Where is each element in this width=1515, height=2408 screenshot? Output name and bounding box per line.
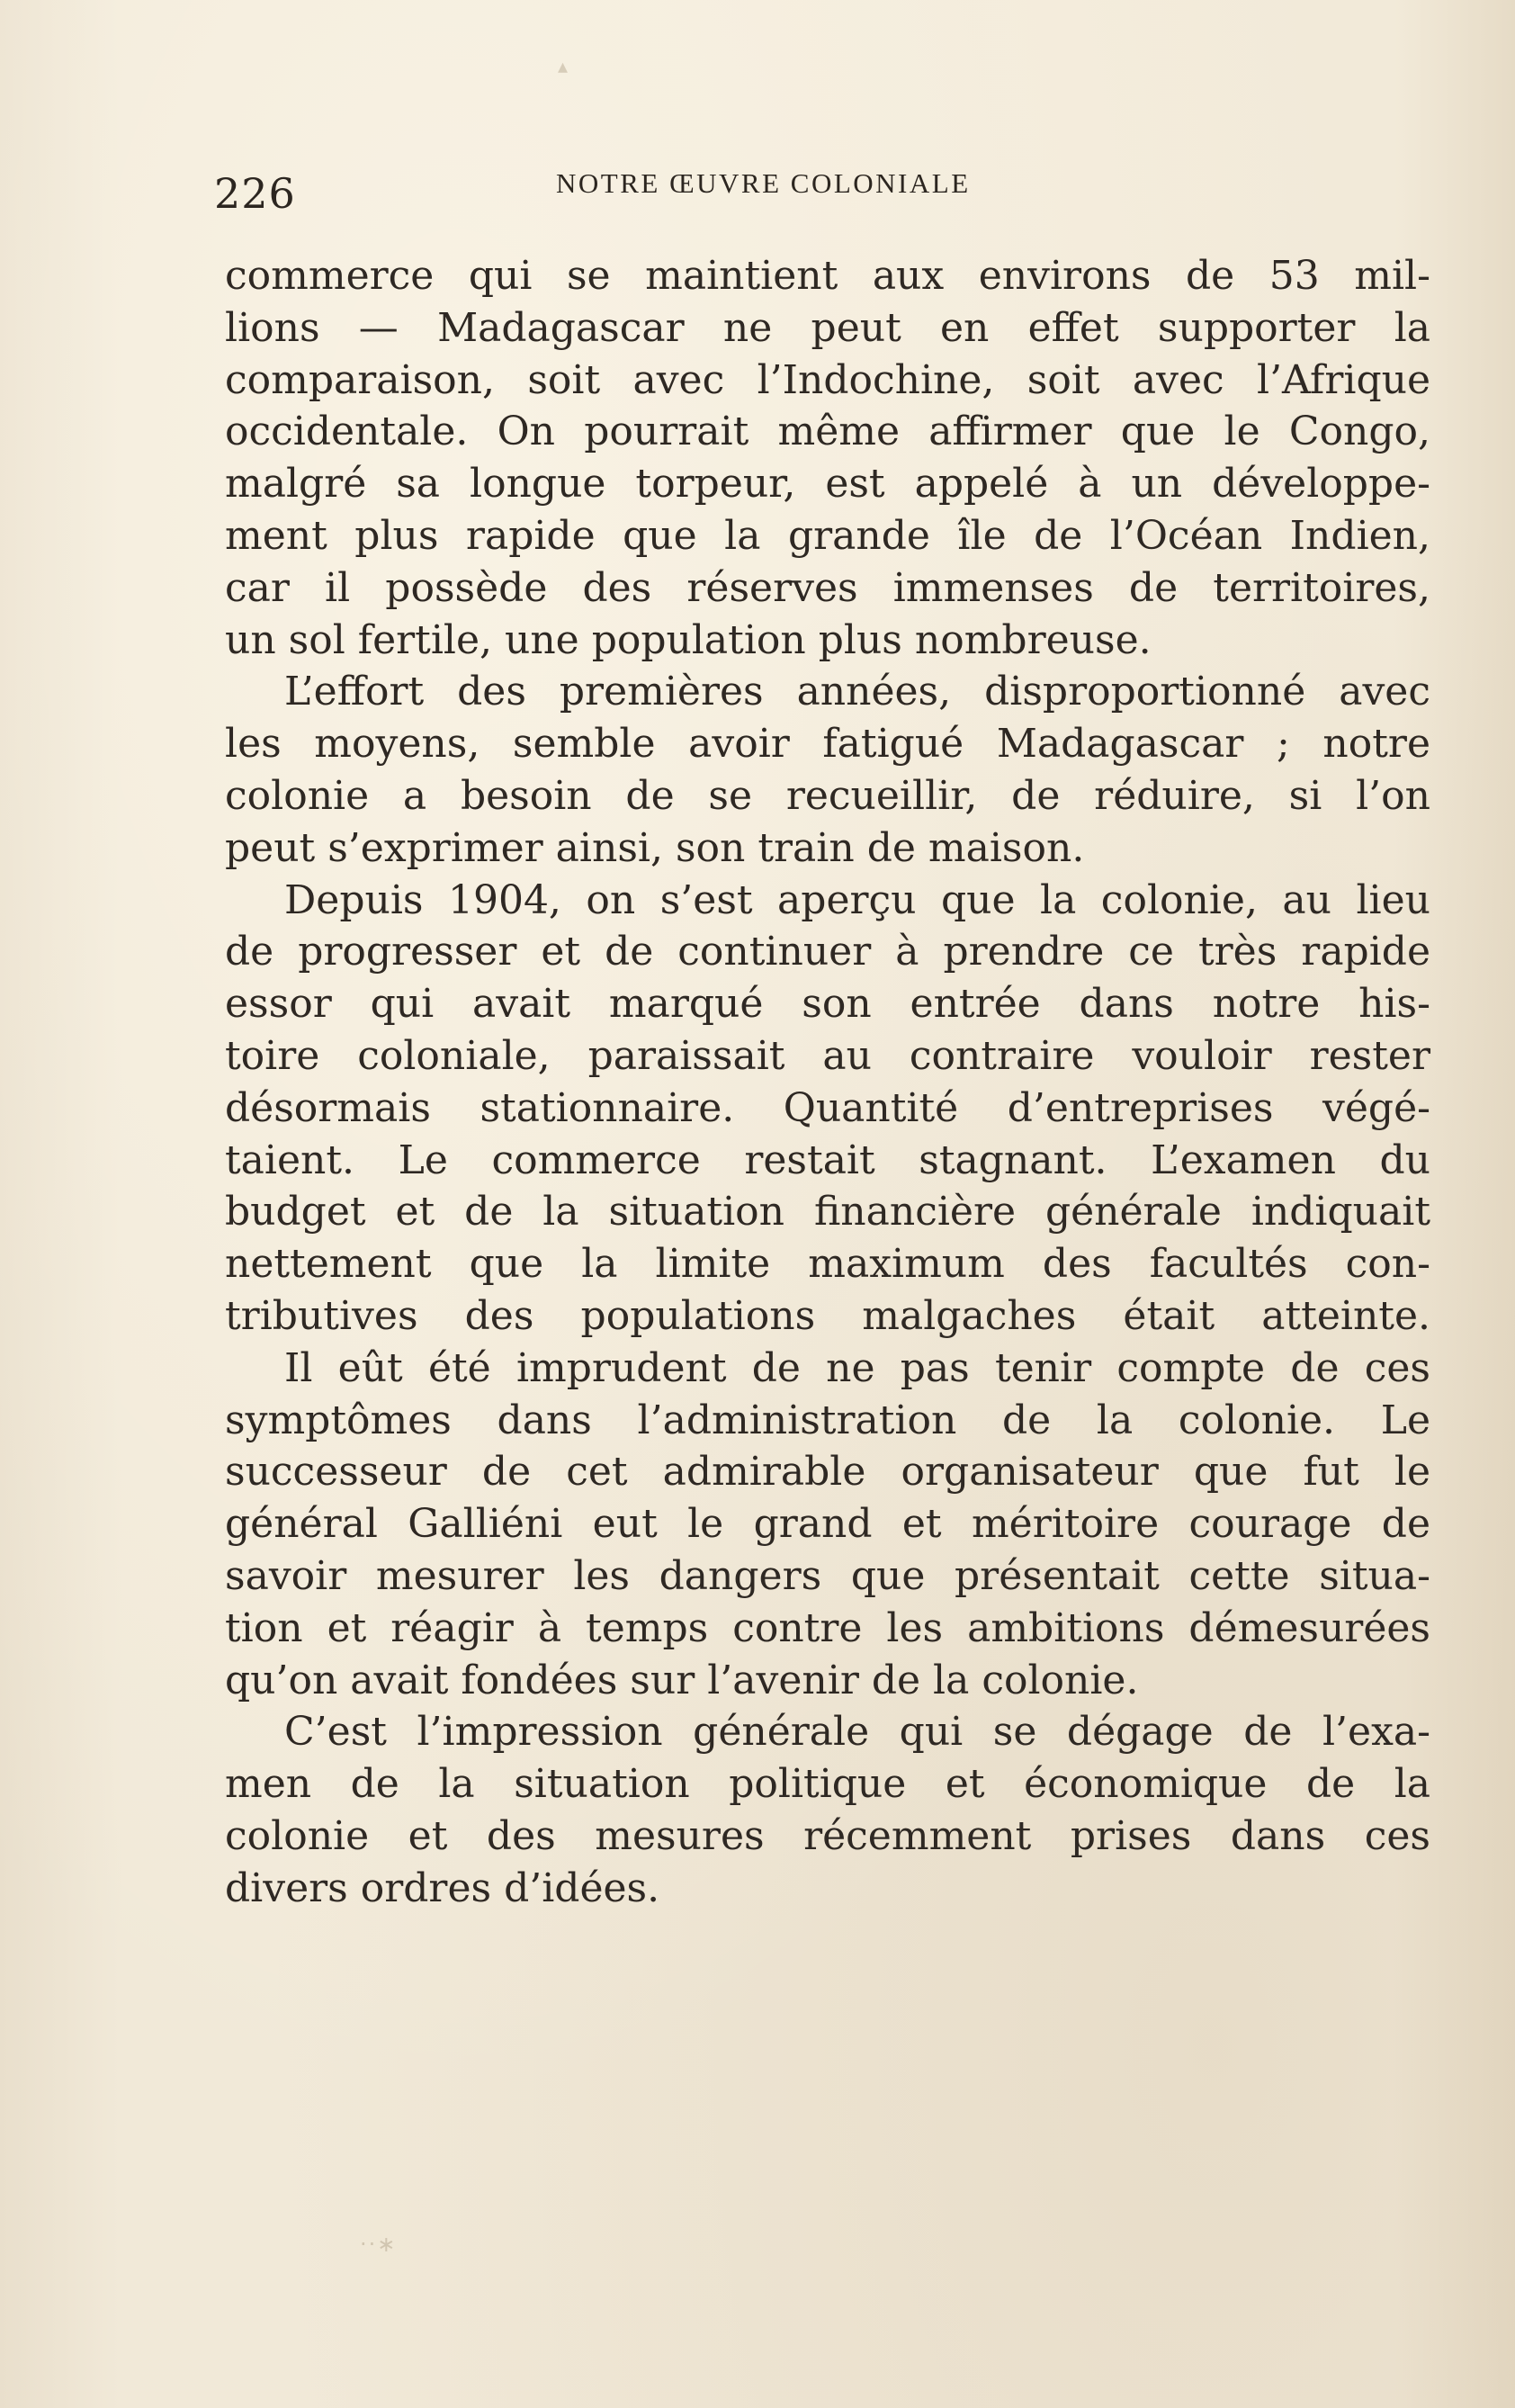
text-line: comparaison, soit avec l’Indochine, soit avec l’Afrique	[225, 356, 1430, 403]
text-line: tributives des populations malgaches était atteinte.	[225, 1292, 1430, 1339]
text-line: désormais stationnaire. Quantité d’entreprises végé-	[225, 1084, 1430, 1131]
text-line: nettement que la limite maximum des facultés con-	[225, 1241, 1430, 1288]
text-line: les moyens, semble avoir fatigué Madagascar ; notre	[225, 721, 1430, 768]
page-number: 226	[214, 169, 296, 218]
text-line: colonie et des mesures récemment prises dans ces	[225, 1812, 1430, 1859]
text-line: ment plus rapide que la grande île de l’Océan Indien,	[225, 512, 1430, 559]
text-line: successeur de cet admirable organisateur que fut le	[225, 1449, 1430, 1496]
text-line: budget et de la situation financière générale indiquait	[225, 1189, 1430, 1235]
text-line: tion et réagir à temps contre les ambitions démesurées	[225, 1604, 1430, 1651]
text-line: général Galliéni eut le grand et méritoire courage de	[225, 1501, 1430, 1548]
page-header	[214, 160, 1114, 218]
text-line: toire coloniale, paraissait au contraire vouloir rester	[225, 1032, 1430, 1079]
text-line: lions — Madagascar ne peut en effet supporter la	[225, 304, 1430, 351]
text-line: savoir mesurer les dangers que présentait cette situa-	[225, 1552, 1430, 1599]
text-line: de progresser et de continuer à prendre ce très rapide	[225, 929, 1430, 975]
print-speck: ▴	[558, 56, 569, 78]
paragraph-first-line: Depuis 1904, on s’est aperçu que la colonie, au lieu	[284, 876, 1430, 923]
text-line: symptômes dans l’administration de la colonie. Le	[225, 1397, 1430, 1443]
text-line: men de la situation politique et économique de la	[225, 1761, 1430, 1808]
print-speck: ··∗	[360, 2232, 398, 2257]
text-line: occidentale. On pourrait même affirmer que le Congo,	[225, 409, 1430, 455]
text-line: peut s’exprimer ainsi, son train de maison.	[225, 824, 1085, 871]
text-line: taient. Le commerce restait stagnant. L’examen du	[225, 1137, 1430, 1183]
text-line: malgré sa longue torpeur, est appelé à un développe-	[225, 461, 1430, 508]
text-line: commerce qui se maintient aux environs de 53 mil-	[225, 253, 1430, 299]
text-line: qu’on avait fondées sur l’avenir de la colonie.	[225, 1657, 1139, 1703]
text-line: divers ordres d’idées.	[225, 1864, 660, 1911]
text-line: un sol fertile, une population plus nombreuse.	[225, 616, 1152, 663]
text-line: car il possède des réserves immenses de territoires,	[225, 564, 1430, 611]
text-line: essor qui avait marqué son entrée dans notre his-	[225, 981, 1430, 1028]
body-text	[225, 250, 1430, 1915]
paragraph-first-line: L’effort des premières années, disproportionné avec	[284, 669, 1430, 715]
paragraph-first-line: C’est l’impression générale qui se dégage de l’exa-	[284, 1709, 1430, 1756]
text-line: colonie a besoin de se recueillir, de réduire, si l’on	[225, 772, 1430, 819]
running-head: NOTRE ŒUVRE COLONIALE	[556, 167, 971, 199]
paragraph-first-line: Il eût été imprudent de ne pas tenir compte de ces	[284, 1344, 1430, 1391]
